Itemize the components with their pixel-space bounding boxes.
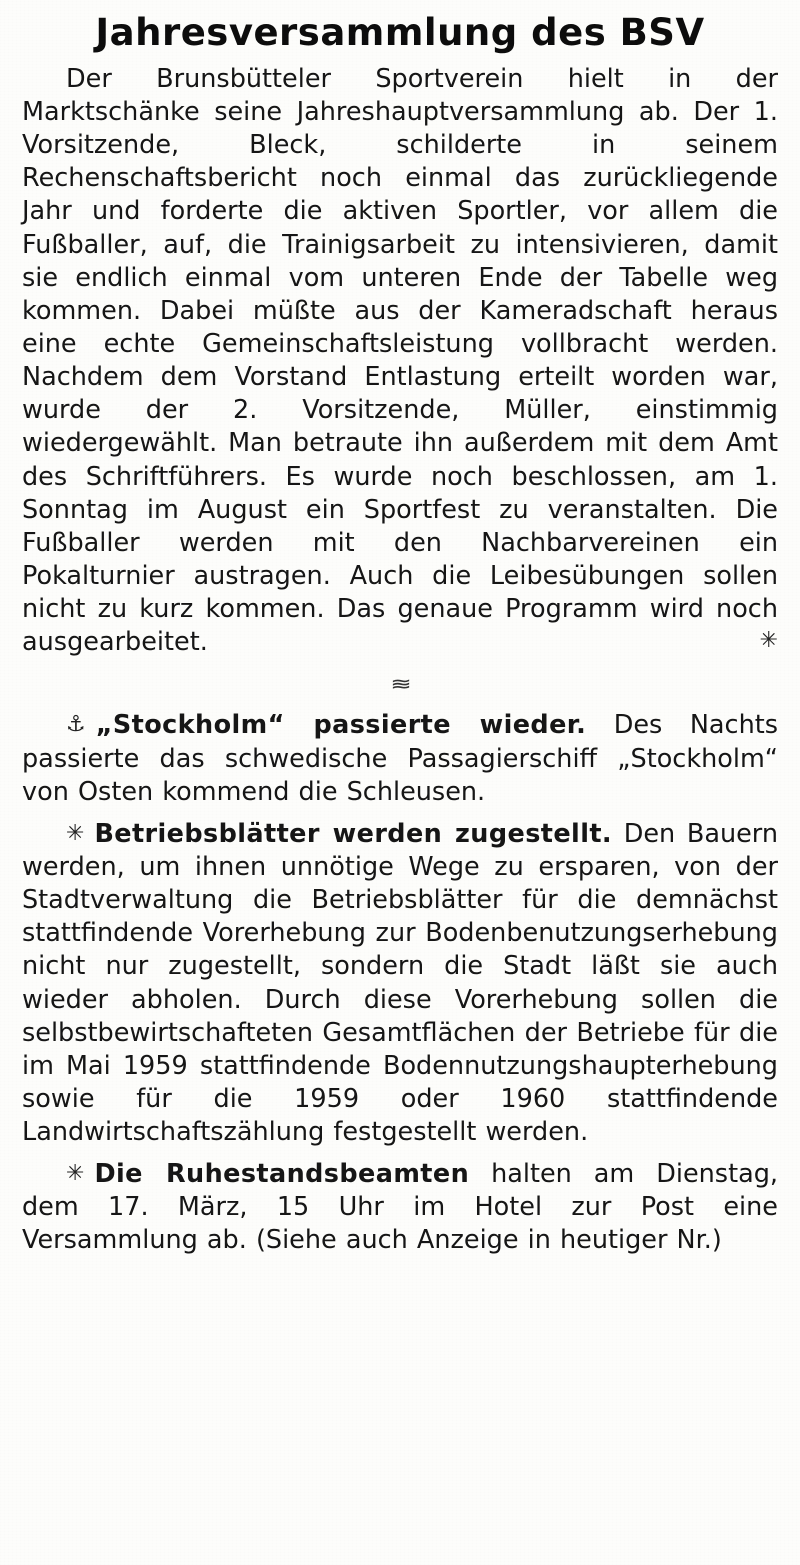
article-ruhestandsbeamten (22, 1158, 778, 1257)
paragraph-gap (22, 1151, 778, 1158)
article-ruhestandsbeamten-headline: Die Ruhestandsbeamten (94, 1159, 470, 1190)
page-title: Jahresversammlung des BSV (95, 11, 705, 54)
article-ruhestandsbeamten-text: halten am Dienstag, dem 17. März, 15 Uhr im Hotel zur Post eine Versammlung ab. (Siehe auch Anzeige in heutiger Nr.) (22, 1159, 778, 1256)
article-column (22, 11, 779, 1260)
article-stockholm-text: Des Nachts passierte das schwedische Passagierschiff „Stockholm“ von Osten kommend die Schleusen. (22, 710, 779, 807)
article-bsv-body (22, 63, 778, 660)
anchor-icon: ⚓ (66, 712, 86, 738)
paragraph-gap (22, 811, 778, 818)
section-divider (22, 671, 778, 695)
article-stockholm-headline: „Stockholm“ passierte wieder. (95, 710, 587, 741)
article-bsv-text: Der Brunsbütteler Sportverein hielt in der Marktschänke seine Jahreshauptversammlung ab. Der 1. Vorsitzende, Bleck, schilderte in seinem Rechenschaftsbericht noch einmal das zurückliegende Jahr und forderte die aktiven Sportler, vor allem die Fußballer, auf, die Trainigsarbeit zu intensivieren, damit sie endlich einmal vom unteren Ende der Tabelle weg kommen. Dabei müßte aus der Kameradschaft heraus eine echte Gemeinschaftsleistung vollbracht werden. Nachdem dem Vorstand Entlastung erteilt worden war, wurde der 2. Vorsitzende, Müller, einstimmig wiedergewählt. Man betraute ihn außerdem mit dem Amt des Schriftführers. Es wurde noch beschlossen, am 1. Sonntag im August ein Sportfest zu veranstalten. Die Fußballer werden mit den Nachbarvereinen ein Pokalturnier austragen. Auch die Leibesübungen sollen nicht zu kurz kommen. Das genaue Programm wird noch ausgearbeitet. (22, 63, 778, 658)
article-betriebsblaetter (22, 818, 778, 1149)
divider-glyph: ≋ (390, 676, 410, 693)
star-icon: ✳ (66, 820, 85, 846)
star-icon: ✳ (66, 1161, 85, 1187)
article-stockholm (22, 709, 778, 808)
article-betriebsblaetter-headline: Betriebsblätter werden zugestellt. (94, 818, 613, 849)
article-betriebsblaetter-text: Den Bauern werden, um ihnen unnötige Wege zu ersparen, von der Stadtverwaltung die Betriebsblätter für die demnächst stattfindende Vorerhebung zur Bodenbenutzungserhebung nicht nur zugestellt, sondern die Stadt läßt sie auch wieder abholen. Durch diese Vorerhebung sollen die selbstbewirtschafteten Gesamtflächen der Betriebe für die im Mai 1959 stattfindende Bodennutzungshaupterhebung sowie für die 1959 oder 1960 stattfindende Landwirtschaftszählung festgestellt werden. (22, 818, 779, 1148)
end-marker-icon: ✳ (759, 628, 778, 654)
